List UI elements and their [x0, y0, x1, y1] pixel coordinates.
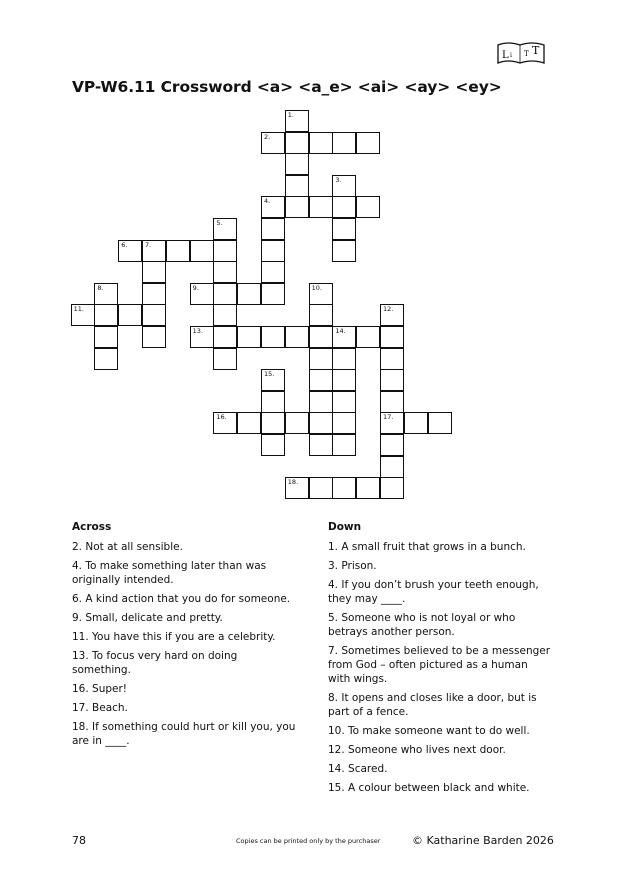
- clue-number: 16.: [216, 413, 227, 422]
- crossword-cell[interactable]: [190, 283, 214, 305]
- crossword-cell[interactable]: [404, 412, 428, 434]
- crossword-cell[interactable]: [213, 283, 237, 305]
- crossword-cell[interactable]: [118, 304, 142, 326]
- crossword-cell[interactable]: [213, 348, 237, 370]
- across-clue: 18. If something could hurt or kill you, you are in ____.: [72, 721, 296, 747]
- down-clue: 8. It opens and closes like a door, but is part of a fence.: [328, 692, 537, 718]
- crossword-cell[interactable]: [261, 434, 285, 456]
- down-clue: 12. Someone who lives next door.: [328, 744, 506, 756]
- crossword-cell[interactable]: [309, 348, 333, 370]
- clue-number: 9.: [192, 283, 199, 292]
- across-clue: 9. Small, delicate and pretty.: [72, 612, 223, 624]
- crossword-cell[interactable]: [356, 132, 380, 154]
- crossword-cell[interactable]: [332, 326, 356, 348]
- clue-number: 1.: [287, 111, 294, 119]
- crossword-cell[interactable]: [380, 434, 404, 456]
- crossword-cell[interactable]: [261, 132, 285, 154]
- crossword-cell[interactable]: [213, 261, 237, 283]
- crossword-cell[interactable]: [356, 196, 380, 218]
- crossword-cell[interactable]: [380, 412, 404, 434]
- crossword-cell[interactable]: [237, 283, 261, 305]
- svg-text:L: L: [502, 50, 509, 61]
- crossword-cell[interactable]: [309, 132, 333, 154]
- clue-number: 3.: [335, 175, 342, 184]
- crossword-cell[interactable]: [332, 477, 356, 499]
- clue-number: 17.: [383, 413, 394, 422]
- crossword-cell[interactable]: [309, 326, 333, 348]
- crossword-cell[interactable]: [94, 283, 118, 305]
- crossword-cell[interactable]: [261, 240, 285, 262]
- crossword-cell[interactable]: [380, 369, 404, 391]
- crossword-cell[interactable]: [309, 196, 333, 218]
- crossword-cell[interactable]: [190, 240, 214, 262]
- clue-number: 7.: [145, 240, 152, 249]
- across-clue: 4. To make something later than was originally intended.: [72, 560, 267, 586]
- crossword-cell[interactable]: [309, 412, 333, 434]
- down-clue: 15. A colour between black and white.: [328, 782, 530, 794]
- crossword-cell[interactable]: [285, 477, 309, 499]
- across-clue: 16. Super!: [72, 683, 128, 695]
- crossword-cell[interactable]: [213, 304, 237, 326]
- clue-number: 11.: [73, 305, 84, 314]
- crossword-cell[interactable]: [380, 477, 404, 499]
- crossword-cell[interactable]: [309, 391, 333, 413]
- down-clue: 5. Someone who is not loyal or who betrays another person.: [328, 612, 516, 638]
- crossword-cell[interactable]: [285, 326, 309, 348]
- crossword-cell[interactable]: [309, 434, 333, 456]
- crossword-cell[interactable]: [285, 110, 309, 132]
- clue-number: 18.: [287, 478, 299, 487]
- clue-number: 15.: [264, 370, 275, 379]
- crossword-cell[interactable]: [332, 196, 356, 218]
- crossword-cell[interactable]: [142, 304, 166, 326]
- crossword-cell[interactable]: [213, 218, 237, 240]
- crossword-cell[interactable]: [94, 348, 118, 370]
- clue-number: 12.: [383, 305, 394, 314]
- clue-number: 2.: [264, 132, 271, 141]
- down-clue: 4. If you don’t brush your teeth enough, they may ____.: [328, 579, 539, 605]
- crossword-cell[interactable]: [309, 477, 333, 499]
- copy-notice: Copies can be printed only by the purchaser: [236, 837, 381, 845]
- svg-text:T: T: [524, 50, 529, 58]
- crossword-cell[interactable]: [428, 412, 452, 434]
- crossword-cell[interactable]: [261, 391, 285, 413]
- crossword-cell[interactable]: [261, 196, 285, 218]
- crossword-cell[interactable]: [190, 326, 214, 348]
- crossword-cell[interactable]: [285, 412, 309, 434]
- crossword-cell[interactable]: [142, 261, 166, 283]
- crossword-cell[interactable]: [213, 412, 237, 434]
- clue-number: 8.: [97, 283, 104, 292]
- crossword-cell[interactable]: [261, 326, 285, 348]
- crossword-cell[interactable]: [309, 369, 333, 391]
- crossword-cell[interactable]: [380, 391, 404, 413]
- crossword-cell[interactable]: [261, 218, 285, 240]
- crossword-cell[interactable]: [94, 304, 118, 326]
- clue-number: 5.: [216, 219, 223, 227]
- crossword-cell[interactable]: [356, 477, 380, 499]
- crossword-cell[interactable]: [332, 175, 356, 197]
- clue-number: 13.: [192, 327, 203, 335]
- crossword-cell[interactable]: [213, 326, 237, 348]
- down-clue: 10. To make someone want to do well.: [328, 725, 530, 737]
- clue-number: 10.: [311, 283, 322, 292]
- crossword-cell[interactable]: [118, 240, 142, 262]
- crossword-cell[interactable]: [261, 283, 285, 305]
- across-clue: 2. Not at all sensible.: [72, 541, 183, 553]
- copyright: © Katharine Barden 2026: [412, 834, 554, 847]
- down-clue: 3. Prison.: [328, 560, 377, 572]
- down-clue: 14. Scared.: [328, 763, 388, 775]
- crossword-cell[interactable]: [332, 218, 356, 240]
- down-heading: Down: [328, 521, 362, 533]
- crossword-cell[interactable]: [332, 132, 356, 154]
- down-clue: 1. A small fruit that grows in a bunch.: [328, 541, 526, 553]
- crossword-cell[interactable]: [332, 240, 356, 262]
- page-number: 78: [72, 834, 86, 847]
- crossword-cell[interactable]: [142, 326, 166, 348]
- crossword-cell[interactable]: [285, 132, 309, 154]
- crossword-cell[interactable]: [142, 240, 166, 262]
- across-clue: 11. You have this if you are a celebrity.: [72, 631, 276, 643]
- down-clue: 7. Sometimes believed to be a messenger from God – often pictured as a human with wings.: [328, 645, 551, 685]
- crossword-cell[interactable]: [285, 196, 309, 218]
- across-clues: [72, 520, 297, 753]
- crossword-cell[interactable]: [380, 456, 404, 478]
- crossword-cell[interactable]: [261, 369, 285, 391]
- crossword-cell[interactable]: [309, 304, 333, 326]
- crossword-cell[interactable]: [332, 391, 356, 413]
- crossword-cell[interactable]: [332, 434, 356, 456]
- across-clue: 6. A kind action that you do for someone.: [72, 593, 291, 605]
- crossword-cell[interactable]: [237, 326, 261, 348]
- across-heading: Across: [72, 521, 112, 533]
- clue-number: 14.: [335, 327, 346, 335]
- crossword-cell[interactable]: [356, 326, 380, 348]
- crossword-cell[interactable]: [71, 304, 95, 326]
- clue-number: 4.: [264, 197, 271, 206]
- crossword-cell[interactable]: [237, 412, 261, 434]
- crossword-cell[interactable]: [213, 240, 237, 262]
- crossword-cell[interactable]: [380, 304, 404, 326]
- crossword-cell[interactable]: [380, 326, 404, 348]
- svg-text:i: i: [510, 52, 512, 59]
- crossword-cell[interactable]: [332, 412, 356, 434]
- crossword-cell[interactable]: [166, 240, 190, 262]
- crossword-cell[interactable]: [332, 369, 356, 391]
- crossword-cell[interactable]: [94, 326, 118, 348]
- page-title: VP-W6.11 Crossword <a> <a_e> <ai> <ay> <ey>: [72, 78, 502, 96]
- crossword-cell[interactable]: [380, 348, 404, 370]
- clue-number: 6.: [121, 240, 128, 249]
- svg-text:T: T: [532, 44, 540, 57]
- across-clue: 17. Beach.: [72, 702, 128, 714]
- crossword-cell[interactable]: [261, 261, 285, 283]
- down-clues: [328, 520, 553, 800]
- crossword-cell[interactable]: [309, 283, 333, 305]
- crossword-cell[interactable]: [142, 283, 166, 305]
- crossword-cell[interactable]: [285, 175, 309, 197]
- crossword-cell[interactable]: [332, 348, 356, 370]
- crossword-cell[interactable]: [285, 153, 309, 175]
- across-clue: 13. To focus very hard on doing something.: [72, 650, 238, 676]
- crossword-cell[interactable]: [261, 412, 285, 434]
